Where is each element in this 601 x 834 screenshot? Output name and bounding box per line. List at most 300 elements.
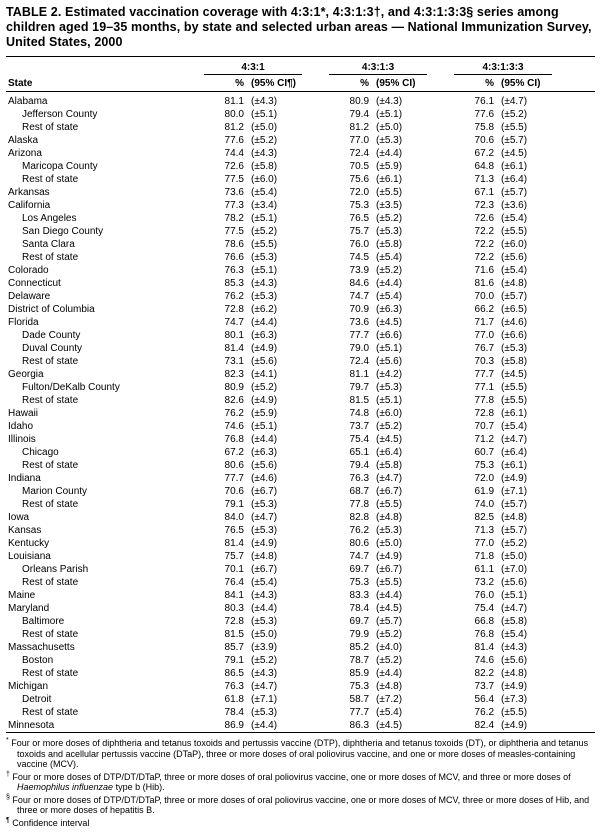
- state-column-header: State: [6, 75, 204, 92]
- ci-431: (±5.1): [251, 213, 278, 224]
- pct-header-431: %: [204, 75, 244, 92]
- pct-431: 76.3: [224, 681, 244, 692]
- ci-431: (±6.3): [251, 447, 278, 458]
- footnote-43133-definition: [6, 793, 595, 816]
- ci-4313: (±4.4): [376, 668, 403, 679]
- table-row: [6, 693, 595, 706]
- ci-43133: (±5.4): [501, 421, 528, 432]
- ci-43133: (±4.6): [501, 317, 528, 328]
- ci-431: (±6.3): [251, 330, 278, 341]
- ci-4313: (±5.0): [376, 122, 403, 133]
- ci-431: (±4.7): [251, 681, 278, 692]
- table-row: [6, 264, 595, 277]
- ci-431: (±4.9): [251, 343, 278, 354]
- spacer-cell: [427, 654, 454, 667]
- ci-4313: (±5.3): [376, 382, 403, 393]
- spacer-cell: [427, 615, 454, 628]
- pct-4313: 68.7: [349, 486, 370, 497]
- spacer-cell: [552, 290, 595, 303]
- ci-431: (±4.3): [251, 278, 278, 289]
- pct-431: 70.6: [224, 486, 244, 497]
- spacer-cell: [427, 134, 454, 147]
- pct-4313: 74.7: [349, 291, 370, 302]
- ci-43133: (±5.5): [501, 122, 528, 133]
- table-body: [6, 92, 595, 733]
- pct-4313: 74.8: [349, 408, 370, 419]
- pct-431: 78.6: [224, 239, 244, 250]
- ci-431: (±4.9): [251, 538, 278, 549]
- spacer-cell: [552, 75, 595, 92]
- spacer-cell: [427, 290, 454, 303]
- ci-431: (±5.4): [251, 187, 278, 198]
- spacer-cell: [302, 693, 329, 706]
- ci-4313: (±4.0): [376, 642, 403, 653]
- ci-4313: (±5.9): [376, 161, 403, 172]
- pct-4313: 85.9: [349, 668, 370, 679]
- pct-4313: 86.3: [349, 720, 370, 731]
- ci-431: (±4.1): [251, 369, 278, 380]
- ci-43133: (±6.5): [501, 304, 528, 315]
- state-name: Rest of state: [22, 395, 79, 406]
- spacer-cell: [552, 589, 595, 602]
- pct-43133: 71.8: [474, 551, 495, 562]
- spacer-cell: [302, 342, 329, 355]
- pct-431: 77.6: [224, 135, 244, 146]
- pct-4313: 81.2: [349, 122, 370, 133]
- pct-431: 67.2: [224, 447, 244, 458]
- table-row: [6, 355, 595, 368]
- footnote-text: Four or more doses of diphtheria and tetanus toxoids and pertussis vaccine (DTP), diphtheria and tetanus toxoids (DT), or diphtheria and tetanus toxoids and acellular pertussis vaccine (DTaP), three or more doses of oral poliovirus vaccine, and one or more doses of measles-containing vaccine (MCV).: [11, 738, 589, 769]
- ci-431: (±5.9): [251, 408, 278, 419]
- spacer-cell: [427, 472, 454, 485]
- table-row: [6, 706, 595, 719]
- pct-431: 84.1: [224, 590, 244, 601]
- ci-4313: (±5.5): [376, 187, 403, 198]
- spacer-cell: [552, 277, 595, 290]
- spacer-cell: [552, 615, 595, 628]
- pct-43133: 77.6: [474, 109, 495, 120]
- spacer-cell: [427, 355, 454, 368]
- pct-431: 73.6: [224, 187, 244, 198]
- spacer-cell: [302, 459, 329, 472]
- state-name: Kentucky: [8, 538, 50, 549]
- footnote-text-italic: Haemophilus influenzae: [17, 782, 114, 792]
- ci-43133: (±5.6): [501, 252, 528, 263]
- pct-431: 77.5: [224, 174, 244, 185]
- spacer-cell: [552, 706, 595, 719]
- spacer-cell: [552, 264, 595, 277]
- spacer-cell: [552, 342, 595, 355]
- column-group-4313: 4:3:1:3: [329, 57, 427, 75]
- spacer-cell: [302, 641, 329, 654]
- table-row: [6, 108, 595, 121]
- ci-431: (±4.4): [251, 603, 278, 614]
- pct-431: 74.4: [224, 148, 244, 159]
- ci-4313: (±5.2): [376, 213, 403, 224]
- spacer-cell: [552, 641, 595, 654]
- state-name: Chicago: [22, 447, 59, 458]
- state-name: Los Angeles: [22, 213, 77, 224]
- pct-4313: 76.0: [349, 239, 370, 250]
- spacer-cell: [427, 576, 454, 589]
- state-name: Boston: [22, 655, 54, 666]
- footnote-431-definition: [6, 736, 595, 770]
- footnote-marker-section: §: [6, 793, 10, 801]
- pct-43133: 72.6: [474, 213, 495, 224]
- ci-431: (±5.2): [251, 226, 278, 237]
- ci-431: (±3.4): [251, 200, 278, 211]
- pct-4313: 77.8: [349, 499, 370, 510]
- ci-43133: (±5.2): [501, 109, 528, 120]
- table-row: [6, 511, 595, 524]
- ci-43133: (±4.9): [501, 681, 528, 692]
- spacer-cell: [302, 511, 329, 524]
- state-name: Rest of state: [22, 629, 79, 640]
- ci-431: (±5.0): [251, 122, 278, 133]
- pct-431: 76.8: [224, 434, 244, 445]
- spacer-cell: [552, 186, 595, 199]
- spacer-cell: [552, 550, 595, 563]
- pct-431: 84.0: [224, 512, 244, 523]
- pct-43133: 56.4: [474, 694, 495, 705]
- ci-431: (±4.9): [251, 395, 278, 406]
- spacer-cell: [302, 121, 329, 134]
- ci-4313: (±4.4): [376, 590, 403, 601]
- pct-header-4313: %: [329, 75, 369, 92]
- pct-4313: 76.3: [349, 473, 370, 484]
- pct-4313: 75.6: [349, 174, 370, 185]
- ci-43133: (±5.0): [501, 551, 528, 562]
- pct-431: 77.7: [224, 473, 244, 484]
- state-name: Illinois: [8, 434, 36, 445]
- spacer-cell: [302, 563, 329, 576]
- ci-43133: (±5.4): [501, 213, 528, 224]
- spacer-cell: [302, 212, 329, 225]
- spacer-cell: [552, 134, 595, 147]
- table-row: [6, 498, 595, 511]
- pct-431: 72.8: [224, 616, 244, 627]
- pct-4313: 75.3: [349, 577, 370, 588]
- table-row: [6, 589, 595, 602]
- spacer-cell: [427, 199, 454, 212]
- ci-43133: (±6.1): [501, 460, 528, 471]
- table-row: [6, 147, 595, 160]
- pct-43133: 60.7: [474, 447, 495, 458]
- spacer-cell: [427, 212, 454, 225]
- ci-43133: (±6.1): [501, 408, 528, 419]
- pct-43133: 72.2: [474, 226, 495, 237]
- pct-4313: 75.3: [349, 681, 370, 692]
- ci-43133: (±6.0): [501, 239, 528, 250]
- spacer-cell: [427, 641, 454, 654]
- spacer-cell: [552, 355, 595, 368]
- pct-4313: 77.7: [349, 330, 370, 341]
- spacer-cell: [302, 329, 329, 342]
- ci-43133: (±4.7): [501, 434, 528, 445]
- spacer-cell: [302, 57, 329, 75]
- spacer-cell: [302, 238, 329, 251]
- state-name: Fulton/DeKalb County: [22, 382, 120, 393]
- ci-43133: (±5.2): [501, 538, 528, 549]
- pct-431: 81.4: [224, 343, 244, 354]
- pct-4313: 75.7: [349, 226, 370, 237]
- table-row: [6, 134, 595, 147]
- spacer-cell: [552, 407, 595, 420]
- state-name: California: [8, 200, 51, 211]
- spacer-cell: [552, 680, 595, 693]
- column-group-43133: 4:3:1:3:3: [454, 57, 552, 75]
- spacer-cell: [302, 628, 329, 641]
- pct-431: 77.5: [224, 226, 244, 237]
- spacer-cell: [427, 589, 454, 602]
- pct-431: 81.1: [224, 96, 244, 107]
- ci-431: (±6.7): [251, 486, 278, 497]
- spacer-cell: [302, 576, 329, 589]
- ci-4313: (±5.3): [376, 525, 403, 536]
- ci-4313: (±5.2): [376, 421, 403, 432]
- pct-43133: 77.8: [474, 395, 495, 406]
- spacer-cell: [302, 147, 329, 160]
- ci-43133: (±5.5): [501, 395, 528, 406]
- ci-4313: (±5.8): [376, 460, 403, 471]
- ci-431: (±5.5): [251, 239, 278, 250]
- spacer-cell: [427, 407, 454, 420]
- ci-43133: (±6.4): [501, 174, 528, 185]
- table-row: [6, 238, 595, 251]
- spacer-cell: [552, 446, 595, 459]
- ci-4313: (±6.3): [376, 304, 403, 315]
- pct-4313: 73.7: [349, 421, 370, 432]
- state-name: Massachusetts: [8, 642, 75, 653]
- spacer-cell: [427, 537, 454, 550]
- spacer-cell: [552, 511, 595, 524]
- ci-431: (±5.6): [251, 460, 278, 471]
- state-name: Kansas: [8, 525, 42, 536]
- table-row: [6, 160, 595, 173]
- pct-4313: 79.4: [349, 460, 370, 471]
- pct-43133: 72.3: [474, 200, 495, 211]
- pct-4313: 72.4: [349, 356, 370, 367]
- spacer-cell: [427, 108, 454, 121]
- pct-431: 76.4: [224, 577, 244, 588]
- ci-4313: (±4.3): [376, 96, 403, 107]
- ci-43133: (±4.7): [501, 603, 528, 614]
- ci-43133: (±5.3): [501, 343, 528, 354]
- table-row: [6, 719, 595, 733]
- table-row: [6, 537, 595, 550]
- state-name: Jefferson County: [22, 109, 98, 120]
- spacer-cell: [427, 433, 454, 446]
- pct-4313: 81.5: [349, 395, 370, 406]
- ci-4313: (±5.1): [376, 109, 403, 120]
- ci-4313: (±6.6): [376, 330, 403, 341]
- pct-header-43133: %: [454, 75, 494, 92]
- pct-43133: 73.2: [474, 577, 495, 588]
- state-name: Delaware: [8, 291, 51, 302]
- pct-4313: 72.4: [349, 148, 370, 159]
- ci-43133: (±5.7): [501, 187, 528, 198]
- ci-431: (±5.2): [251, 135, 278, 146]
- ci-431: (±4.6): [251, 473, 278, 484]
- state-name: Rest of state: [22, 356, 79, 367]
- spacer-cell: [302, 355, 329, 368]
- spacer-cell: [302, 394, 329, 407]
- state-name: Alaska: [8, 135, 39, 146]
- pct-431: 72.8: [224, 304, 244, 315]
- spacer-cell: [427, 329, 454, 342]
- pct-43133: 70.3: [474, 356, 495, 367]
- spacer-cell: [302, 667, 329, 680]
- ci-43133: (±5.7): [501, 135, 528, 146]
- spacer-cell: [302, 602, 329, 615]
- ci-431: (±5.3): [251, 616, 278, 627]
- spacer-cell: [427, 225, 454, 238]
- pct-43133: 73.7: [474, 681, 495, 692]
- spacer-cell: [427, 173, 454, 186]
- spacer-cell: [302, 433, 329, 446]
- spacer-cell: [427, 277, 454, 290]
- spacer-cell: [302, 589, 329, 602]
- ci-43133: (±6.1): [501, 161, 528, 172]
- spacer-cell: [427, 381, 454, 394]
- spacer-cell: [552, 719, 595, 733]
- spacer-cell: [427, 160, 454, 173]
- ci-431: (±4.3): [251, 590, 278, 601]
- pct-431: 76.6: [224, 252, 244, 263]
- ci-4313: (±5.5): [376, 577, 403, 588]
- spacer-cell: [302, 537, 329, 550]
- pct-43133: 76.2: [474, 707, 495, 718]
- ci-header-431: (95% CI¶): [244, 75, 302, 92]
- spacer-cell: [427, 264, 454, 277]
- pct-43133: 82.2: [474, 668, 495, 679]
- ci-4313: (±6.0): [376, 408, 403, 419]
- spacer-cell: [427, 316, 454, 329]
- spacer-cell: [427, 485, 454, 498]
- pct-431: 72.6: [224, 161, 244, 172]
- pct-431: 70.1: [224, 564, 244, 575]
- ci-43133: (±5.7): [501, 525, 528, 536]
- pct-431: 80.6: [224, 460, 244, 471]
- ci-431: (±5.3): [251, 525, 278, 536]
- pct-431: 79.1: [224, 655, 244, 666]
- footnote-marker-pilcrow: ¶: [6, 816, 10, 824]
- spacer-cell: [302, 446, 329, 459]
- footnote-text: Four or more doses of DTP/DT/DTaP, three or more doses of oral poliovirus vaccine, one or more doses of MCV, three or more doses of Hib, and three or more doses of hepatitis B.: [12, 794, 590, 815]
- state-name: Rest of state: [22, 668, 79, 679]
- ci-4313: (±4.9): [376, 551, 403, 562]
- table-row: [6, 628, 595, 641]
- table-title: TABLE 2. Estimated vaccination coverage with 4:3:1*, 4:3:1:3†, and 4:3:1:3:3§ series among children aged 19–35 months, by state and selected urban areas — National Immunization Survey, United States, 2000: [6, 5, 592, 49]
- spacer-cell: [427, 92, 454, 109]
- spacer-cell: [427, 420, 454, 433]
- spacer-cell: [552, 498, 595, 511]
- footnote-marker-dagger: †: [6, 770, 10, 778]
- state-name: Rest of state: [22, 460, 79, 471]
- state-name: Idaho: [8, 421, 34, 432]
- ci-header-4313: (95% CI): [369, 75, 427, 92]
- table-row: [6, 290, 595, 303]
- spacer-cell: [552, 602, 595, 615]
- spacer-cell: [427, 524, 454, 537]
- pct-431: 80.1: [224, 330, 244, 341]
- ci-4313: (±7.2): [376, 694, 403, 705]
- state-name: Rest of state: [22, 577, 79, 588]
- ci-4313: (±4.5): [376, 434, 403, 445]
- ci-431: (±5.6): [251, 356, 278, 367]
- spacer-cell: [302, 290, 329, 303]
- pct-431: 80.0: [224, 109, 244, 120]
- spacer-cell: [552, 667, 595, 680]
- ci-431: (±4.3): [251, 96, 278, 107]
- table-row: [6, 446, 595, 459]
- table-row: [6, 251, 595, 264]
- ci-4313: (±5.7): [376, 616, 403, 627]
- ci-4313: (±3.5): [376, 200, 403, 211]
- ci-4313: (±4.5): [376, 603, 403, 614]
- pct-4313: 73.6: [349, 317, 370, 328]
- spacer-cell: [427, 693, 454, 706]
- pct-43133: 72.0: [474, 473, 495, 484]
- ci-43133: (±5.7): [501, 499, 528, 510]
- ci-43133: (±4.3): [501, 642, 528, 653]
- ci-43133: (±5.7): [501, 291, 528, 302]
- spacer-cell: [302, 524, 329, 537]
- table-row: [6, 173, 595, 186]
- pct-43133: 61.1: [474, 564, 495, 575]
- pct-4313: 77.7: [349, 707, 370, 718]
- spacer-cell: [552, 693, 595, 706]
- table-row: [6, 524, 595, 537]
- ci-431: (±5.4): [251, 577, 278, 588]
- table-row: [6, 199, 595, 212]
- ci-431: (±5.1): [251, 265, 278, 276]
- ci-43133: (±7.3): [501, 694, 528, 705]
- state-name: Detroit: [22, 694, 52, 705]
- pct-431: 74.6: [224, 421, 244, 432]
- state-name: District of Columbia: [8, 304, 95, 315]
- state-name: Rest of state: [22, 252, 79, 263]
- pct-431: 73.1: [224, 356, 244, 367]
- ci-43133: (±5.5): [501, 707, 528, 718]
- state-name: Maricopa County: [22, 161, 98, 172]
- pct-43133: 67.2: [474, 148, 495, 159]
- ci-431: (±5.3): [251, 707, 278, 718]
- spacer-cell: [302, 550, 329, 563]
- pct-4313: 74.5: [349, 252, 370, 263]
- pct-4313: 84.6: [349, 278, 370, 289]
- pct-43133: 70.6: [474, 135, 495, 146]
- state-name: Hawaii: [8, 408, 39, 419]
- state-name: Marion County: [22, 486, 88, 497]
- pct-431: 86.9: [224, 720, 244, 731]
- pct-4313: 79.9: [349, 629, 370, 640]
- state-name: Florida: [8, 317, 39, 328]
- table-row: [6, 212, 595, 225]
- spacer-cell: [552, 459, 595, 472]
- table-row: [6, 433, 595, 446]
- state-name: Rest of state: [22, 122, 79, 133]
- spacer-cell: [427, 667, 454, 680]
- ci-43133: (±6.4): [501, 447, 528, 458]
- table-row: [6, 459, 595, 472]
- state-name: Indiana: [8, 473, 41, 484]
- state-name: Minnesota: [8, 720, 55, 731]
- ci-43133: (±4.9): [501, 720, 528, 731]
- spacer-cell: [302, 498, 329, 511]
- ci-4313: (±5.3): [376, 135, 403, 146]
- pct-431: 77.3: [224, 200, 244, 211]
